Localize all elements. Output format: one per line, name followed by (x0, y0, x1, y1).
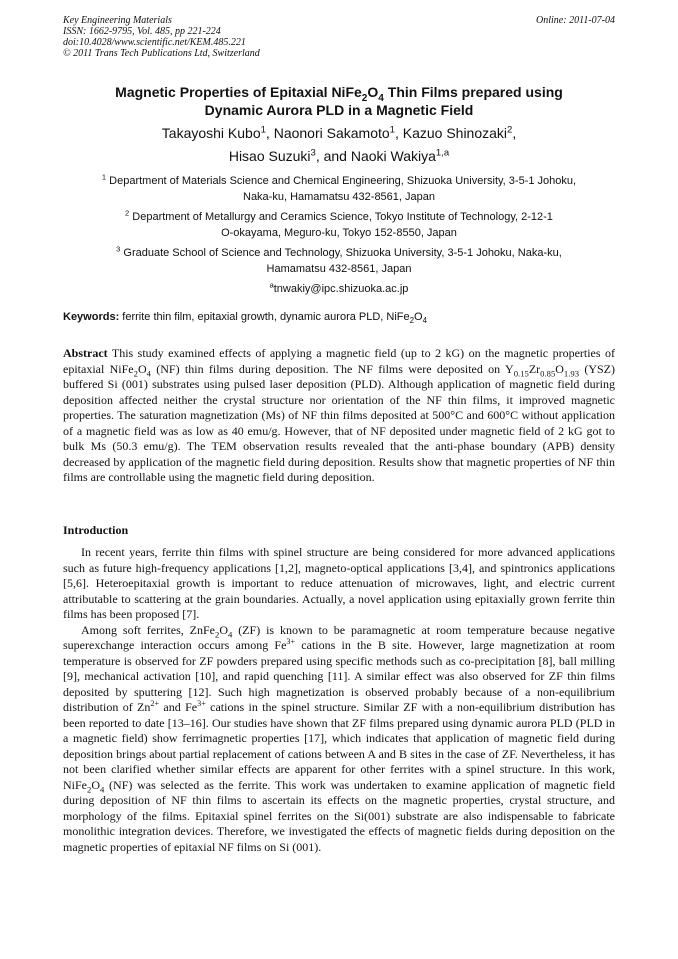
intro-paragraph-1: In recent years, ferrite thin films with spinel structure are being considered for more advanced applications such as future high-frequency applications [1,2], magneto-optical applications [3,4], and spintronics applications [5,6]. Heteroepitaxial growth is important to reduce attenuation of microwaves, light, and electric current attributable to scattering at the grain boundaries. Actually, a novel application using epitaxially grown ferrite thin films has been proposed [7]. (63, 545, 615, 621)
affiliation-3: $^3$ Graduate School of Science and Technology, Shizuoka University, 3-5-1 Johoku, Naka-ku, Hamamatsu 432-8561, Japan (116, 244, 562, 275)
introduction-body (63, 545, 615, 855)
introduction-heading: Introduction (63, 523, 129, 537)
author: Naonori Sakamoto (273, 125, 390, 141)
journal-name: Key Engineering Materials (63, 15, 172, 26)
keywords: Keywords: ferrite thin film, epitaxial growth, dynamic aurora PLD, $NiFe_2O_4$ (63, 311, 428, 326)
author: and Naoki Wakiya (323, 148, 436, 164)
copyright-line: © 2011 Trans Tech Publications Ltd, Switzerland (63, 48, 260, 59)
abstract: Abstract This study examined effects of applying a magnetic field (up to 2 kG) on the magnetic properties of epitaxial $NiFe_2O_4$ (NF) thin films during deposition. The NF films were deposited on $Y_{0.15}Zr_{0.85}O_{1.93}$ (YSZ) buffered Si (001) substrates using pulsed laser deposition (PLD). Although application of magnetic field during deposition affected neither the crystal structure nor orientation of the NF thin films, it improved magnetic properties. The saturation magnetization (Ms) of NF thin films deposited at 500°C and 600°C without application of a magnetic field was as low as 40 emu/g. However, that of NF deposited under magnetic field of 2 kG got to bulk Ms (50.3 emu/g). The TEM observation results revealed that the anti-phase boundary (APB) density decreased by application of the magnetic field during deposition. Results show that magnetic properties of NF thin films are controllable using the magnetic field during deposition. (63, 346, 615, 484)
corresponding-email: $^a$tnwakiy@ipc.shizuoka.ac.jp (269, 280, 409, 295)
author-list: Takayoshi Kubo$^1$, Naonori Sakamoto$^1$, Kazuo Shinozaki$^2$, Hisao Suzuki$^3$, and Naoki Wakiya$^{1,a}$ (161, 124, 517, 164)
doi-line: doi:10.4028/www.scientific.net/KEM.485.221 (63, 37, 246, 48)
keywords-label: Keywords: (63, 311, 120, 323)
abstract-label: Abstract (63, 346, 108, 360)
author: Hisao Suzuki (228, 148, 311, 164)
affiliation-2: $^2$ Department of Metallurgy and Ceramics Science, Tokyo Institute of Technology, 2-12-1 O-okayama, Meguro-ku, Tokyo 152-8550, Japan (125, 208, 553, 239)
paper-title: Magnetic Properties of Epitaxial $NiFe_2O_4$ Thin Films prepared using Dynamic Aurora PLD in a Magnetic Field (115, 84, 563, 118)
online-date: Online: 2011-07-04 (536, 15, 615, 26)
author: Kazuo Shinozaki (402, 125, 508, 141)
author: Takayoshi Kubo (161, 125, 261, 141)
affiliation-1: $^1$ Department of Materials Science and Chemical Engineering, Shizuoka University, 3-5-1 Johoku, Naka-ku, Hamamatsu 432-8561, Japan (101, 172, 577, 203)
journal-header (63, 15, 615, 59)
issn-line: ISSN: 1662-9795, Vol. 485, pp 221-224 (63, 26, 221, 37)
intro-paragraph-2: Among soft ferrites, $ZnFe_2O_4$ (ZF) is known to be paramagnetic at room temperature because negative superexchange interaction occurs among $Fe^{3+}$ cations in the B site. However, large magnetization at room temperature is observed for ZF powders prepared using specific methods such as co-precipitation [8], ball milling [9], mechanical activation [10], and rapid quenching [11]. A similar effect was also observed for ZF thin films deposited by sputtering [12]. Such high magnetization is observed probably because of a non-equilibrium distribution of $Zn^{2+}$ and $Fe^{3+}$ cations in the spinel structure. Similar ZF with a non-equilibrium distribution has been reported to date [13–16]. Our studies have shown that ZF films prepared using dynamic aurora PLD (PLD in a magnetic field) show ferrimagnetic properties [17], which indicates that application of magnetic field during deposition brings about partial replacement of cations between A and B sites in the case of ZF. Nevertheless, it has not been clarified whether similar effects are apparent for other ferrites with a spinel structure. In this work, $NiFe_2O_4$ (NF) was selected as the ferrite. This work was undertaken to examine application of magnetic field during deposition of NF thin films to ascertain its effects on the magnetic properties, crystal structure, and morphology of the films. Epitaxial spinel ferrites on the Si(001) substrate are also indispensable to fabricate monolithic integration devices. Therefore, we investigated the effects of magnetic fields during deposition on the magnetic properties of epitaxial NF films on Si (001). (63, 622, 615, 854)
